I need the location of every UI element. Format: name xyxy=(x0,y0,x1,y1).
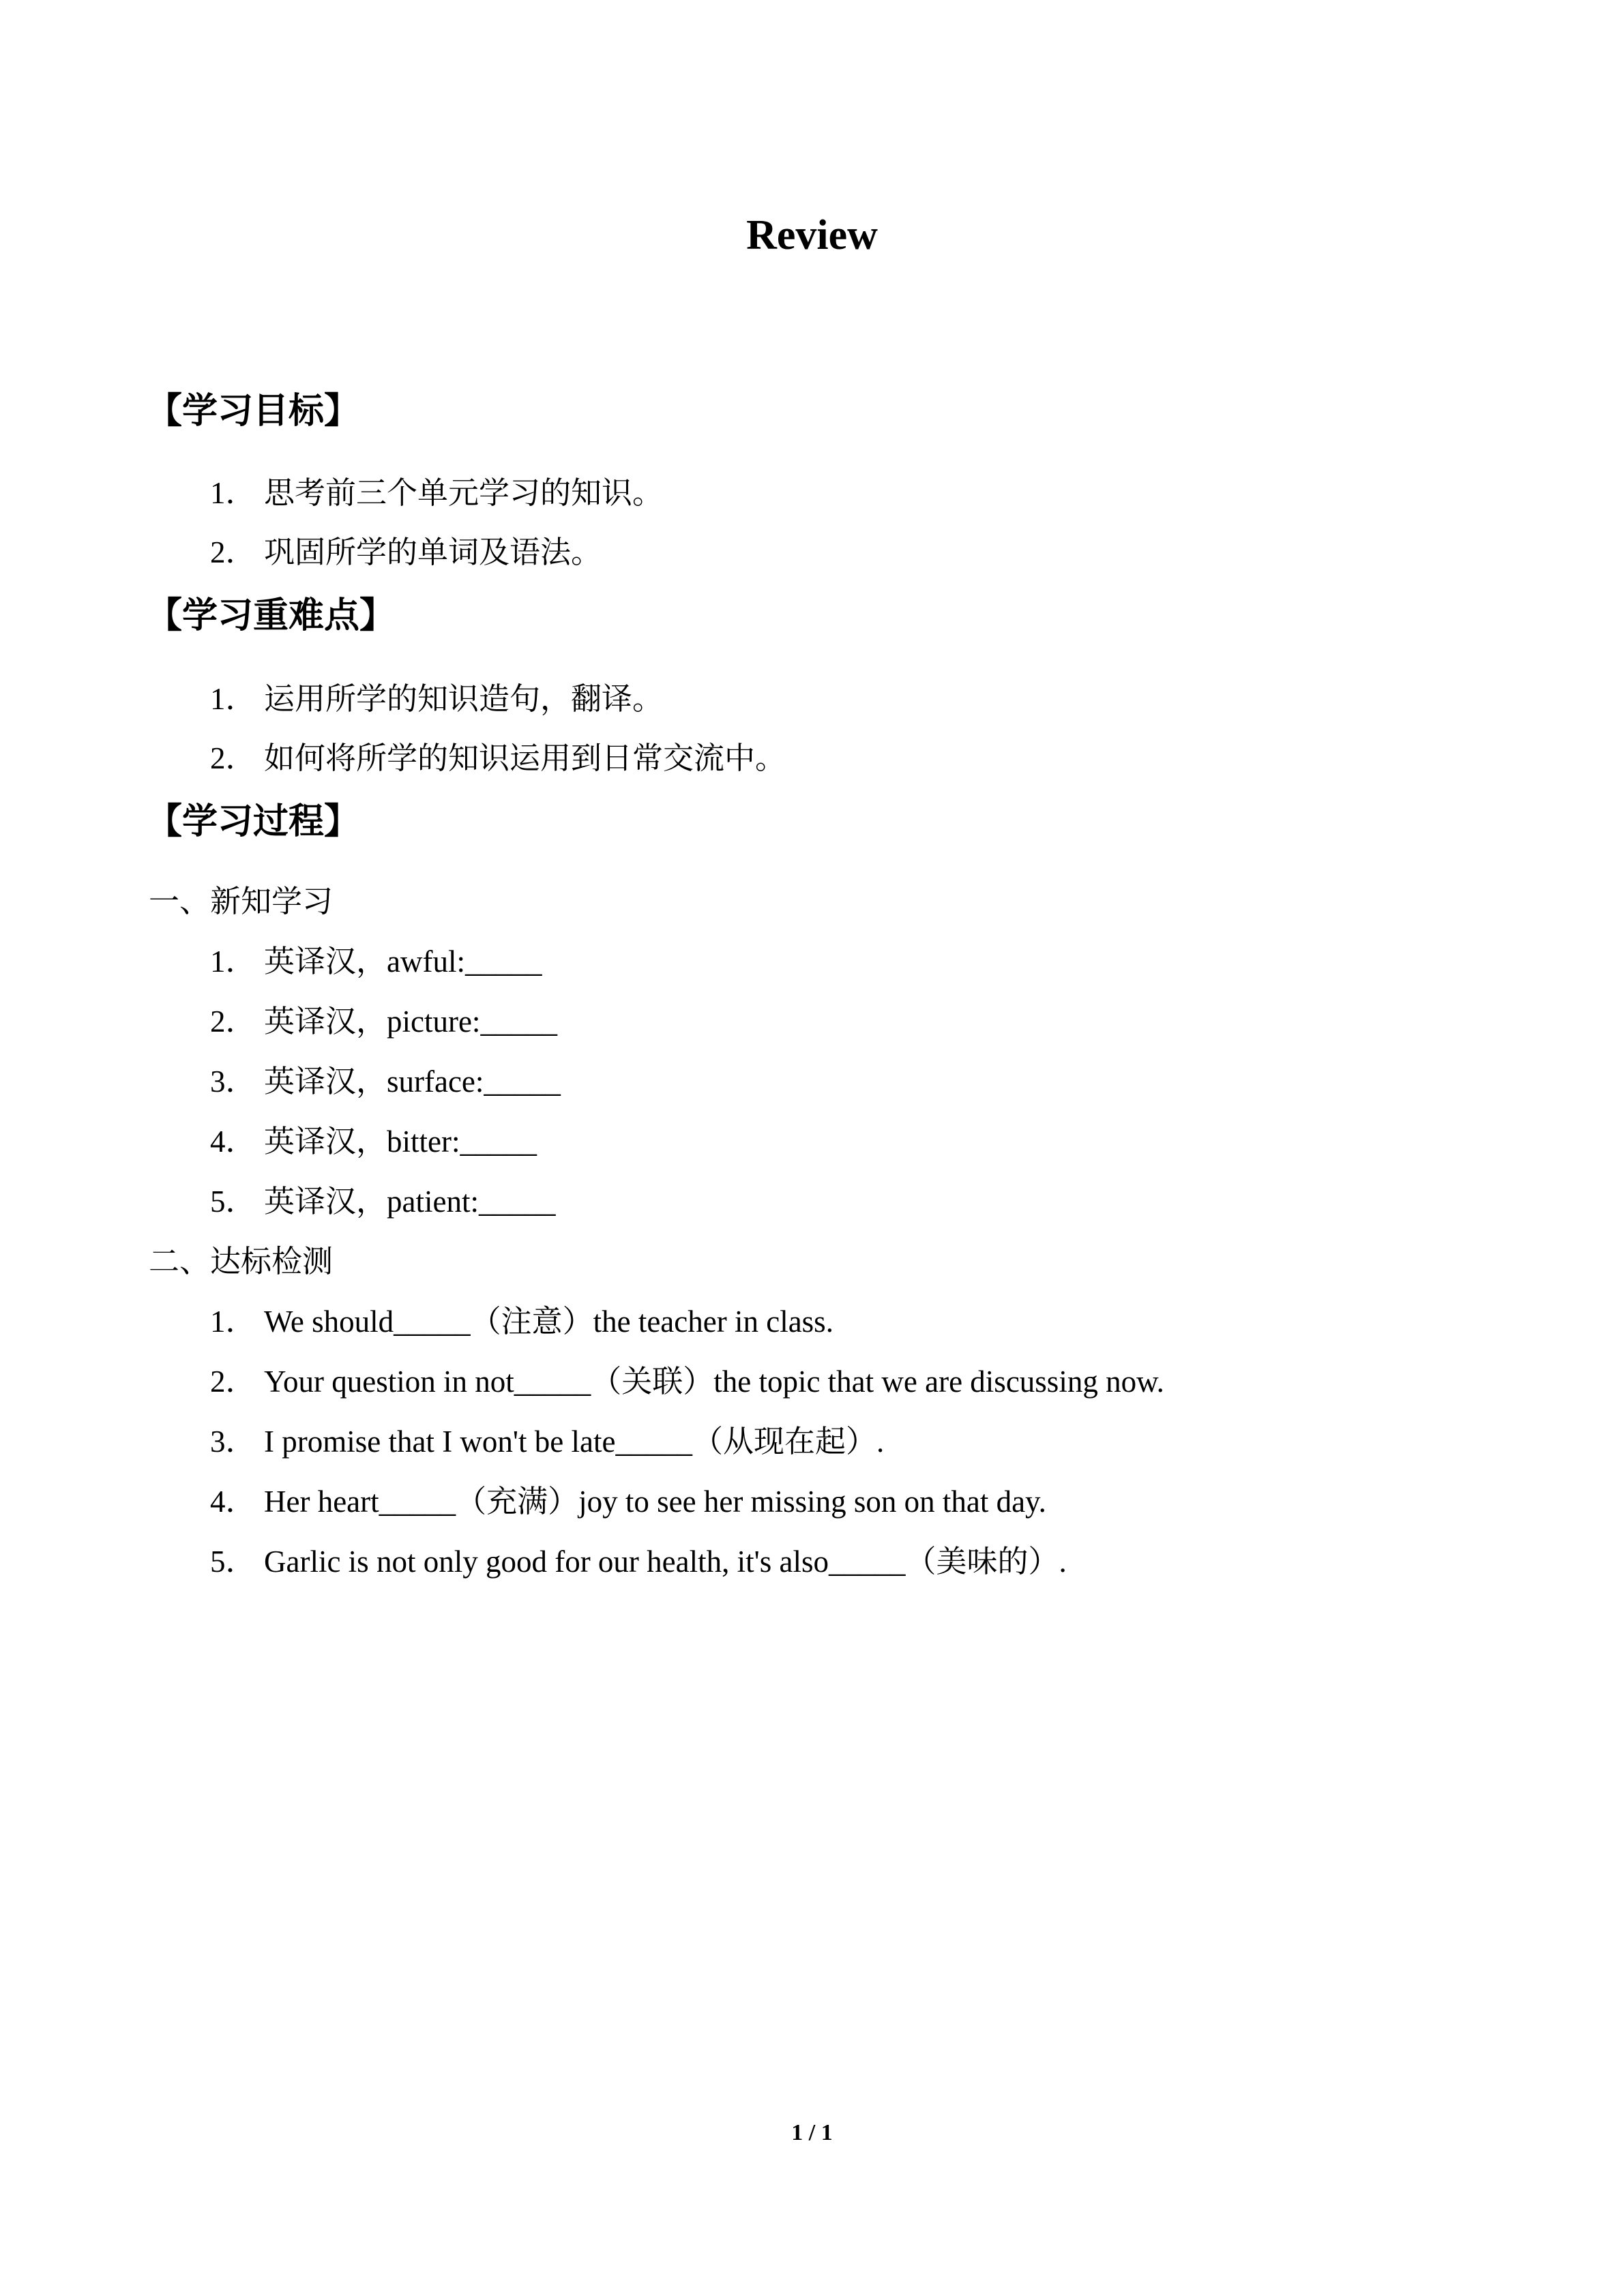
page-number: 1 / 1 xyxy=(791,2120,833,2145)
heading-learning-goals: 【学习目标】 xyxy=(147,391,360,432)
vocab-item: 1． 英译汉，awful:_____ xyxy=(210,944,542,979)
part-label-new-knowledge: 一、新知学习 xyxy=(149,884,334,919)
document-title: Review xyxy=(746,212,878,258)
exercise-item: 4． Her heart_____（充满）joy to see her missing son on that day. xyxy=(210,1485,1046,1519)
vocab-item: 3． 英译汉，surface:_____ xyxy=(210,1064,561,1099)
key-point-item: 1． 运用所学的知识造句，翻译。 xyxy=(210,682,664,716)
exercise-item: 5． Garlic is not only good for our health, it's also_____（美味的）. xyxy=(210,1545,1067,1579)
vocab-item: 4． 英译汉，bitter:_____ xyxy=(210,1124,537,1159)
vocab-item: 2． 英译汉，picture:_____ xyxy=(210,1004,557,1039)
exercise-item: 1． We should_____（注意）the teacher in class. xyxy=(210,1304,833,1339)
key-point-item: 2． 如何将所学的知识运用到日常交流中。 xyxy=(210,741,786,775)
exercise-item: 3． I promise that I won't be late_____（从现在起）. xyxy=(210,1425,885,1459)
heading-key-points: 【学习重难点】 xyxy=(147,595,396,636)
goal-item: 1． 思考前三个单元学习的知识。 xyxy=(210,476,664,510)
part-label-assessment: 二、达标检测 xyxy=(149,1244,334,1279)
exercise-item: 2． Your question in not_____（关联）the topic that we are discussing now. xyxy=(210,1365,1164,1399)
goal-item: 2． 巩固所学的单词及语法。 xyxy=(210,535,602,569)
vocab-item: 5． 英译汉，patient:_____ xyxy=(210,1184,556,1219)
heading-learning-process: 【学习过程】 xyxy=(147,801,360,842)
